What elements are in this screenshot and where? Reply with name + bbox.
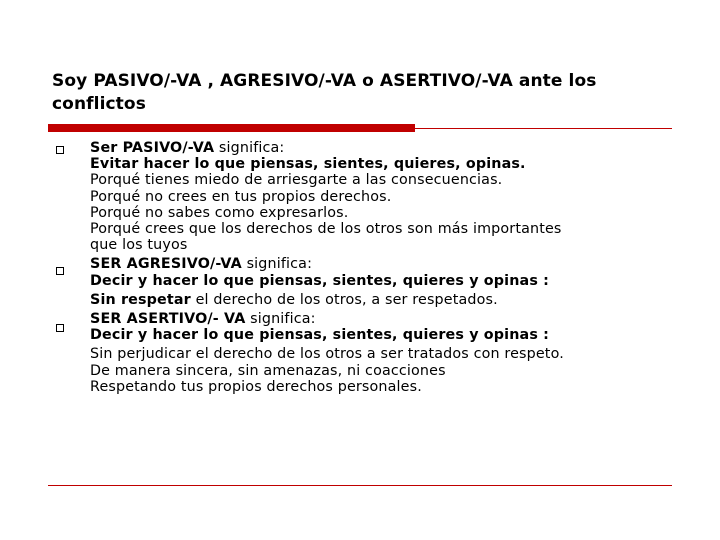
bullet-bold-line: Decir y hacer lo que piensas, sientes, quieres y opinas :: [90, 272, 549, 289]
bullet-line-bold: Sin respetar: [90, 291, 191, 308]
list-item: [90, 256, 690, 308]
bullet-line: Porqué crees que los derechos de los otros son más importantes: [90, 221, 562, 238]
list-item: [90, 311, 690, 395]
bottom-divider: [48, 485, 672, 486]
bullet-heading-bold: SER AGRESIVO/-VA: [90, 256, 242, 273]
slide-title: Soy PASIVO/-VA , AGRESIVO/-VA o ASERTIVO/-VA ante los conflictos: [52, 71, 597, 114]
bullet-icon: [56, 324, 64, 332]
bullet-line: Porqué no sabes como expresarlos.: [90, 204, 349, 221]
bullet-bold-line: Decir y hacer lo que piensas, sientes, quieres y opinas :: [90, 327, 549, 344]
bullet-line-rest: el derecho de los otros, a ser respetados.: [190, 291, 498, 308]
bullet-line: que los tuyos: [90, 237, 188, 254]
bullet-line: Porqué no crees en tus propios derechos.: [90, 188, 392, 205]
bullet-heading-rest: significa:: [245, 311, 316, 328]
bullet-heading: [90, 256, 690, 272]
bullet-line: [90, 292, 690, 308]
bullet-heading-rest: significa:: [241, 256, 313, 273]
bullet-heading: [90, 140, 690, 156]
bullet-bold-line: Evitar hacer lo que piensas, sientes, quieres, opinas.: [90, 156, 526, 173]
list-item: [90, 140, 690, 253]
bullet-line: Respetando tus propios derechos personales.: [90, 378, 422, 395]
bullet-heading-bold: SER ASERTIVO/- VA: [90, 311, 246, 328]
bullet-heading-bold: Ser PASIVO/-VA: [90, 140, 215, 156]
bullet-line: De manera sincera, sin amenazas, ni coacciones: [90, 362, 446, 379]
bullet-icon: [56, 267, 64, 275]
bullet-list: [90, 140, 690, 395]
title-divider: [48, 128, 672, 129]
bullet-line: Porqué tienes miedo de arriesgarte a las consecuencias.: [90, 172, 503, 189]
bullet-heading-rest: significa:: [214, 140, 285, 156]
bullet-heading: [90, 311, 690, 327]
bullet-line: Sin perjudicar el derecho de los otros a ser tratados con respeto.: [90, 346, 564, 363]
bullet-icon: [56, 146, 64, 154]
